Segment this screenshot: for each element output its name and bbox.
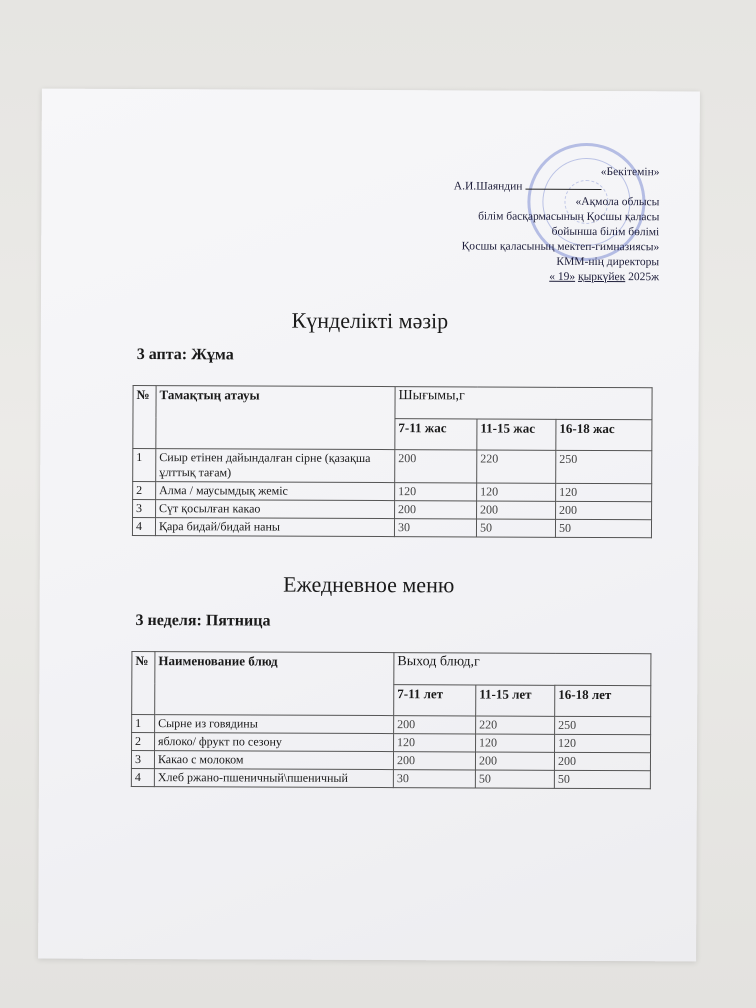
- table-row: [133, 448, 652, 483]
- dish-name: Сүт қосылған какао: [156, 500, 395, 519]
- col-name-header: Наименование блюд: [155, 652, 394, 716]
- value-age-11-15: 220: [476, 716, 555, 734]
- dish-name: Сырне из говядины: [155, 715, 394, 734]
- value-age-7-11: 200: [395, 450, 477, 483]
- col-age-16-18-header: 16-18 лет: [555, 685, 651, 717]
- value-age-7-11: 120: [394, 734, 476, 752]
- value-age-11-15: 50: [475, 770, 554, 788]
- col-age-11-15-header: 11-15 жас: [477, 418, 556, 450]
- row-number: 2: [132, 732, 155, 750]
- row-number: 4: [132, 517, 155, 535]
- director-name: А.И.Шаяндин: [453, 180, 523, 193]
- value-age-11-15: 120: [477, 483, 556, 501]
- approval-org-line-3: бойынша білім бөлімі: [551, 225, 660, 239]
- table-row: [131, 768, 650, 788]
- value-age-16-18: 200: [556, 501, 652, 519]
- value-age-7-11: 120: [395, 483, 477, 501]
- kk-page-title: Күнделікті мәзір: [291, 307, 449, 334]
- row-number: 3: [133, 499, 156, 517]
- table-row: [132, 714, 651, 734]
- kk-menu-table: [132, 385, 653, 538]
- value-age-11-15: 50: [476, 519, 555, 537]
- value-age-11-15: 200: [475, 752, 554, 770]
- row-number: 1: [132, 714, 155, 732]
- row-number: 1: [133, 448, 156, 481]
- table-row: [132, 517, 651, 537]
- approval-heading: «Бекітемін»: [600, 166, 660, 179]
- value-age-16-18: 120: [555, 734, 651, 752]
- ru-menu-table: [131, 651, 652, 789]
- col-age-11-15-header: 11-15 лет: [476, 684, 555, 716]
- value-age-16-18: 50: [554, 770, 650, 788]
- value-age-7-11: 200: [393, 752, 475, 770]
- ru-subtitle: 3 неделя: Пятница: [135, 611, 271, 630]
- row-number: 2: [133, 481, 156, 499]
- value-age-16-18: 250: [555, 716, 651, 734]
- paper-sheet: [38, 89, 700, 962]
- approval-org-line-2: білім басқармасының Қосшы қаласы: [478, 210, 660, 224]
- approval-date: [359, 269, 659, 285]
- signature-line: [525, 180, 601, 190]
- table-header-row: [133, 385, 652, 419]
- table-row: [133, 481, 652, 501]
- ru-page-title: Ежедневное меню: [283, 571, 455, 598]
- value-age-7-11: 200: [395, 501, 477, 519]
- col-age-7-11-header: 7-11 лет: [394, 684, 476, 716]
- col-name-header: Тамақтың атауы: [156, 386, 395, 450]
- approval-org-line-4: Қосшы қаласының мектеп-гимназиясы»: [461, 240, 660, 254]
- dish-name: Хлеб ржано-пшеничный\пшеничный: [154, 769, 393, 788]
- value-age-11-15: 200: [477, 501, 556, 519]
- col-age-16-18-header: 16-18 жас: [556, 419, 652, 451]
- kk-subtitle: 3 апта: Жұма: [136, 345, 234, 364]
- approval-org-line-1: «Ақмола облысы: [575, 195, 660, 209]
- date-year: 2025ж: [628, 271, 660, 284]
- value-age-16-18: 120: [556, 483, 652, 501]
- col-output-header: Шығымы,г: [395, 387, 652, 420]
- dish-name: Қара бидай/бидай наны: [155, 518, 394, 537]
- col-output-header: Выход блюд,г: [394, 653, 651, 686]
- value-age-16-18: 50: [555, 519, 651, 537]
- dish-name: Алма / маусымдық жеміс: [156, 482, 395, 501]
- col-age-7-11-header: 7-11 жас: [395, 418, 477, 450]
- value-age-11-15: 220: [477, 450, 556, 483]
- table-header-row: [132, 651, 651, 685]
- col-number-header: №: [133, 385, 156, 448]
- table-row: [132, 732, 651, 752]
- approval-block: [359, 164, 660, 285]
- row-number: 3: [131, 750, 154, 768]
- value-age-7-11: 200: [394, 716, 476, 734]
- dish-name: Какао с молоком: [154, 751, 393, 770]
- date-month: қыркүйек: [577, 270, 626, 284]
- value-age-11-15: 120: [476, 734, 555, 752]
- value-age-16-18: 200: [554, 752, 650, 770]
- value-age-7-11: 30: [394, 519, 476, 537]
- dish-name: яблоко/ фрукт по сезону: [155, 733, 394, 752]
- date-day: « 19»: [549, 270, 576, 283]
- table-row: [133, 499, 652, 519]
- approval-position: КММ-нің директоры: [556, 255, 660, 269]
- value-age-7-11: 30: [393, 770, 475, 788]
- col-number-header: №: [132, 651, 155, 714]
- row-number: 4: [131, 768, 154, 786]
- table-row: [131, 750, 650, 770]
- dish-name: Сиыр етінен дайындалған сірне (қазақша ұлттық тағам): [156, 449, 395, 483]
- value-age-16-18: 250: [556, 450, 652, 483]
